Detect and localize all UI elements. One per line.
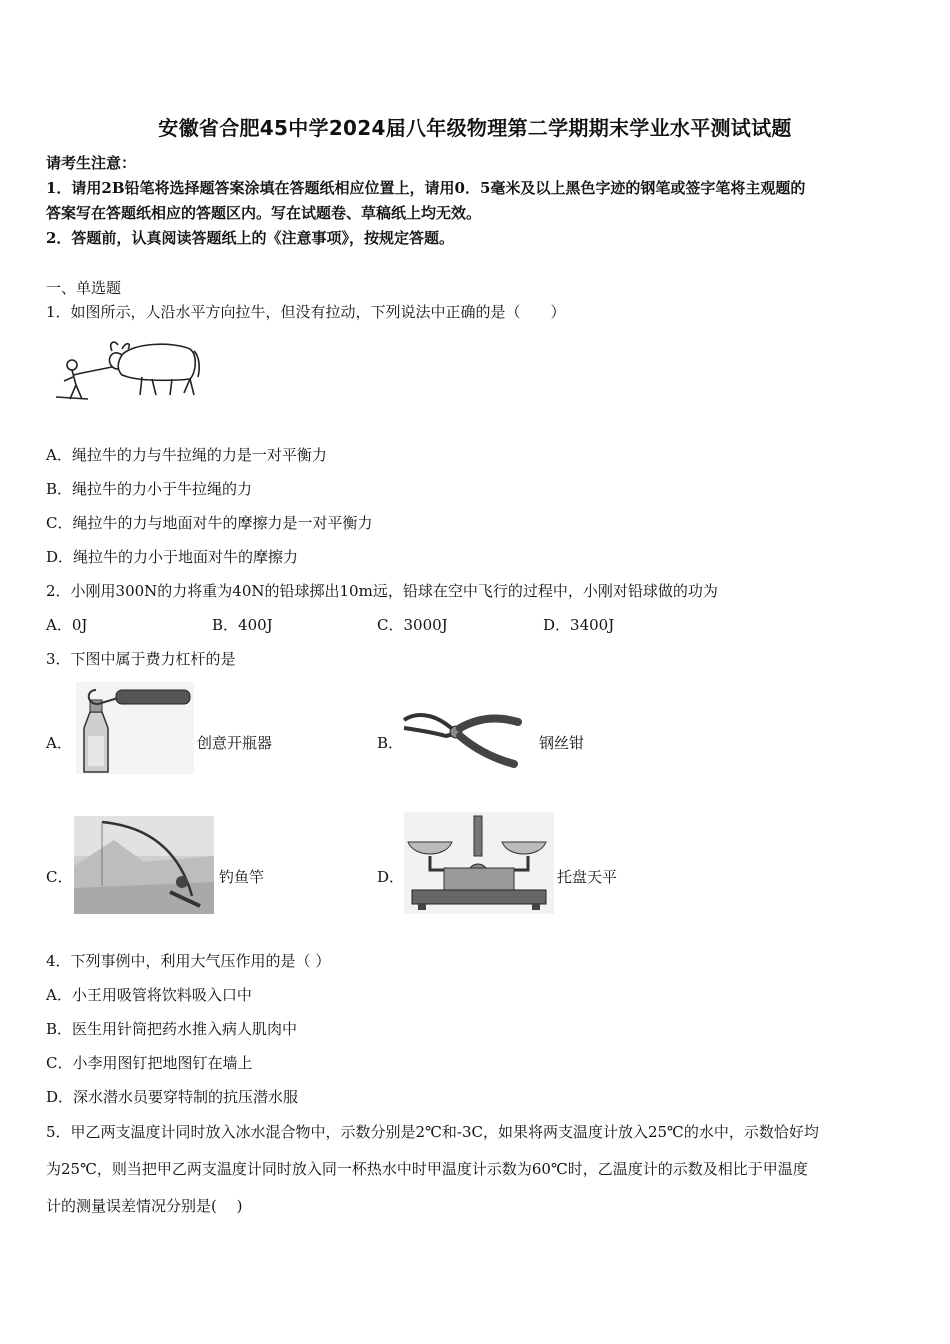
q4-stem: 4．下列事例中，利用大气压作用的是（ ）: [46, 952, 331, 970]
fishing-rod-image: [74, 816, 214, 914]
q3-option-c-caption: 钓鱼竿: [219, 868, 265, 886]
q3-option-a-letter: A．: [46, 734, 72, 752]
pliers-image: [402, 708, 522, 770]
q1-stem: 1．如图所示，人沿水平方向拉牛，但没有拉动，下列说法中正确的是（ ）: [46, 303, 566, 321]
q5-line-3: 计的测量误差情况分别是( ): [46, 1197, 243, 1215]
q4-option-b: B．医生用针筒把药水推入病人肌肉中: [46, 1020, 298, 1038]
q3-option-a-caption: 创意开瓶器: [197, 734, 273, 752]
q2-option-b: B．400J: [212, 616, 273, 634]
q1-option-a: A．绳拉牛的力与牛拉绳的力是一对平衡力: [46, 446, 327, 464]
q5-line-2: 为25℃，则当把甲乙两支温度计同时放入同一杯热水中时甲温度计示数为60℃时，乙温度计的示数及相比于甲温度: [46, 1160, 808, 1178]
section-heading: 一、单选题: [46, 279, 122, 297]
q2-option-c: C．3000J: [377, 616, 448, 634]
notice-line-1: 1．请用2B铅笔将选择题答案涂填在答题纸相应位置上，请用0．5毫米及以上黑色字迹的钢笔或签字笔将主观题的: [46, 179, 806, 197]
q4-option-c: C．小李用图钉把地图钉在墙上: [46, 1054, 253, 1072]
q4-option-a: A．小王用吸管将饮料吸入口中: [46, 986, 252, 1004]
q2-option-d: D．3400J: [543, 616, 615, 634]
q1-option-d: D．绳拉牛的力小于地面对牛的摩擦力: [46, 548, 299, 566]
q5-line-1: 5．甲乙两支温度计同时放入冰水混合物中，示数分别是2℃和-3C，如果将两支温度计放入25℃的水中，示数恰好均: [46, 1123, 819, 1141]
notice-heading: 请考生注意：: [46, 154, 137, 172]
notice-line-2: 答案写在答题纸相应的答题区内。写在试题卷、草稿纸上均无效。: [46, 204, 482, 222]
q3-option-c-letter: C．: [46, 868, 73, 886]
q4-option-d: D．深水潜水员要穿特制的抗压潜水服: [46, 1088, 299, 1106]
q3-option-b-letter: B．: [377, 734, 404, 752]
q3-option-d-caption: 托盘天平: [557, 868, 618, 886]
q1-option-c: C．绳拉牛的力与地面对牛的摩擦力是一对平衡力: [46, 514, 373, 532]
bottle-opener-image: [76, 682, 194, 774]
q3-option-d-letter: D．: [377, 868, 405, 886]
man-pulling-ox-figure: [52, 333, 202, 413]
q1-option-b: B．绳拉牛的力小于牛拉绳的力: [46, 480, 253, 498]
notice-line-3: 2．答题前，认真阅读答题纸上的《注意事项》，按规定答题。: [46, 229, 454, 247]
q2-stem: 2．小刚用300N的力将重为40N的铅球掷出10m远，铅球在空中飞行的过程中，小刚对铅球做的功为: [46, 582, 718, 600]
page-title: 安徽省合肥45中学2024届八年级物理第二学期期末学业水平测试试题: [158, 116, 792, 140]
balance-scale-image: [404, 812, 554, 914]
q2-option-a: A．0J: [46, 616, 88, 634]
q3-stem: 3．下图中属于费力杠杆的是: [46, 650, 236, 668]
q3-option-b-caption: 钢丝钳: [539, 734, 585, 752]
